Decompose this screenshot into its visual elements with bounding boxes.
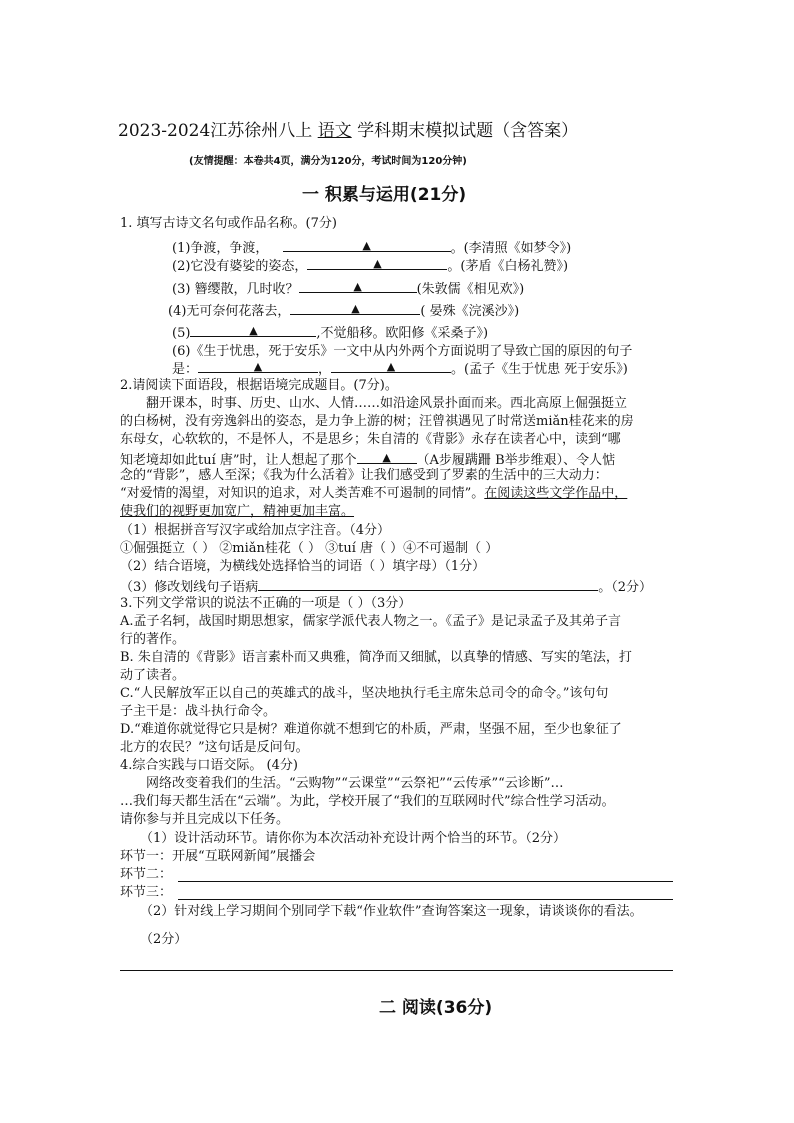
q4-passage-line: …我们每天都生活在“云端”。为此，学校开展了“我们的互联网时代”综合性学习活动。 bbox=[120, 794, 615, 809]
q4-link-3: 环节三： bbox=[120, 885, 173, 900]
q3-option-b-cont: 动了读者。 bbox=[120, 668, 186, 683]
q2-sub-1-options: ①倔强挺立（ ） ②miǎn桂花（ ） ③tuí 唐（ ）④不可遏制（ ） bbox=[120, 541, 499, 556]
q1-item-4: (4)无可奈何花落去， ▲ ( 晏殊《浣溪沙》) bbox=[168, 302, 520, 319]
underlined-sentence: 在阅读这些文学作品中， bbox=[484, 486, 628, 501]
q4-sub-1: （1）设计活动环节。请你你为本次活动补充设计两个恰当的环节。（2分） bbox=[140, 831, 567, 846]
answer-blank[interactable] bbox=[198, 359, 318, 373]
q2-stem: 2.请阅读下面语段，根据语境完成题目。(7分)。 bbox=[120, 378, 398, 393]
q2-passage-line: 翻开课本，时事、历史、山水、人情……如沿途风景扑面而来。西北高原上倔强挺立 bbox=[146, 396, 628, 411]
q4-sub-2: （2）针对线上学习期间个别同学下载“作业软件”查询答案这一现象，请谈谈你的看法。 bbox=[140, 904, 643, 919]
answer-line[interactable] bbox=[120, 970, 673, 971]
q4-stem: 4.综合实践与口语交际。 (4分) bbox=[120, 758, 298, 773]
answer-blank[interactable] bbox=[331, 359, 451, 373]
q1-item-1: (1)争渡，争渡， ▲ 。(李清照《如梦令》) bbox=[172, 239, 572, 256]
underlined-sentence: 使我们的视野更加宽广，精神更加丰富。 bbox=[120, 504, 355, 519]
q4-link-2: 环节二： bbox=[120, 867, 173, 882]
q4-sub-2-score: （2分） bbox=[140, 932, 188, 947]
triangle-marker-icon: ▲ bbox=[351, 302, 360, 315]
q1-item-6-line2: 是： ▲ ， ▲ 。(孟子《生于忧患 死于安乐》) bbox=[172, 360, 628, 377]
q3-option-c-cont: 子主干是：战斗执行命令。 bbox=[120, 704, 277, 719]
q3-option-d: D.“难道你就觉得它只是树？难道你就不想到它的朴质，严肃，坚强不屈，至少也象征了 bbox=[120, 722, 622, 737]
q4-passage-line: 请你参与并且完成以下任务。 bbox=[120, 812, 290, 827]
q1-item-3: (3) 簪缨散，几时收？ ▲ (朱敦儒《相见欢》) bbox=[172, 280, 525, 297]
q1-item-2: (2)它没有婆娑的姿态， ▲ 。(茅盾《白杨礼赞》) bbox=[172, 257, 569, 274]
q2-sub-2: （2）结合语境，为横线处选择恰当的词语（ ）填字母）（1分） bbox=[120, 559, 486, 574]
q1-item-5: (5) ▲ ,不觉船移。欧阳修《采桑子》) bbox=[172, 324, 489, 341]
q4-link-1: 环节一：开展“互联网新闻”展播会 bbox=[120, 849, 316, 864]
triangle-marker-icon: ▲ bbox=[249, 324, 258, 337]
exam-notice: (友情提醒：本卷共4页，满分为120分，考试时间为120分钟) bbox=[189, 156, 467, 167]
answer-blank[interactable] bbox=[307, 256, 447, 270]
answer-line[interactable] bbox=[178, 899, 673, 900]
triangle-marker-icon: ▲ bbox=[373, 257, 382, 270]
q3-option-d-cont: 北方的农民？”这句话是反问句。 bbox=[120, 740, 309, 755]
answer-blank[interactable] bbox=[357, 450, 417, 464]
q1-stem: 1. 填写古诗文名句或作品名称。(7分) bbox=[120, 216, 337, 231]
section-heading-reading: 二 阅读(36分) bbox=[379, 998, 493, 1018]
triangle-marker-icon: ▲ bbox=[362, 239, 371, 252]
q2-passage-line: 的白杨树，没有旁逸斜出的姿态，是力争上游的树；汪曾祺遇见了时常送miǎn桂花来的房 bbox=[120, 414, 634, 429]
q3-option-b: B. 朱自清的《背影》语言素朴而又典雅，简净而又细腻，以真挚的情感、写实的笔法，打 bbox=[120, 650, 632, 665]
q2-passage-line: 东母女，心软软的，不是怀人，不是思乡；朱自清的《背影》永存在读者心中，读到“哪 bbox=[120, 432, 621, 447]
q3-option-c: C.“人民解放军正以自己的英雄式的战斗，坚决地执行毛主席朱总司令的命令。”该句句 bbox=[120, 686, 609, 701]
q3-option-a-cont: 行的著作。 bbox=[120, 632, 186, 647]
title-subject: 语文 bbox=[317, 121, 352, 141]
answer-blank[interactable] bbox=[190, 323, 316, 337]
answer-blank[interactable] bbox=[258, 577, 598, 591]
answer-line[interactable] bbox=[178, 881, 673, 882]
triangle-marker-icon: ▲ bbox=[382, 451, 391, 464]
page-title bbox=[118, 121, 578, 141]
answer-blank[interactable] bbox=[283, 238, 451, 252]
q2-passage-line: “对爱情的渴望，对知识的追求，对人类苦难不可遏制的同情”。在阅读这些文学作品中， bbox=[120, 486, 628, 501]
answer-blank[interactable] bbox=[290, 301, 420, 315]
q2-passage-line: 知老境却如此tuí 唐”时，让人想起了那个 ▲ （A步履蹒跚 B举步维艰）、令人惦 bbox=[120, 451, 616, 468]
triangle-marker-icon: ▲ bbox=[386, 360, 396, 373]
q3-stem: 3.下列文学常识的说法不正确的一项是（ ）（3分） bbox=[120, 596, 412, 611]
triangle-marker-icon: ▲ bbox=[353, 280, 362, 293]
q2-sub-3: （3）修改划线句子语病 。（2分） bbox=[120, 577, 652, 596]
q3-option-a: A.孟子名轲，战国时期思想家，儒家学派代表人物之一。《孟子》是记录孟子及其弟子言 bbox=[120, 614, 622, 629]
q2-passage-line: 念的“背影”，感人至深；《我为什么活着》让我们感受到了罗素的生活中的三大动力： bbox=[120, 468, 608, 483]
title-suffix: 学科期末模拟试题（含答案） bbox=[357, 121, 579, 141]
q2-sub-1: （1）根据拼音写汉字或给加点字注音。（4分） bbox=[120, 523, 391, 538]
q4-passage-line: 网络改变着我们的生活。“云购物”“云课堂”“云祭祀”“云传承”“云诊断”… bbox=[146, 776, 564, 791]
section-heading-accumulation: 一 积累与运用(21分) bbox=[302, 185, 467, 205]
answer-blank[interactable] bbox=[299, 279, 417, 293]
q1-item-6-line1: (6)《生于忧患，死于安乐》一文中从内外两个方面说明了导致亡国的原因的句子 bbox=[172, 344, 633, 359]
triangle-marker-icon: ▲ bbox=[253, 360, 263, 373]
title-prefix: 2023-2024江苏徐州八上 bbox=[118, 121, 313, 141]
